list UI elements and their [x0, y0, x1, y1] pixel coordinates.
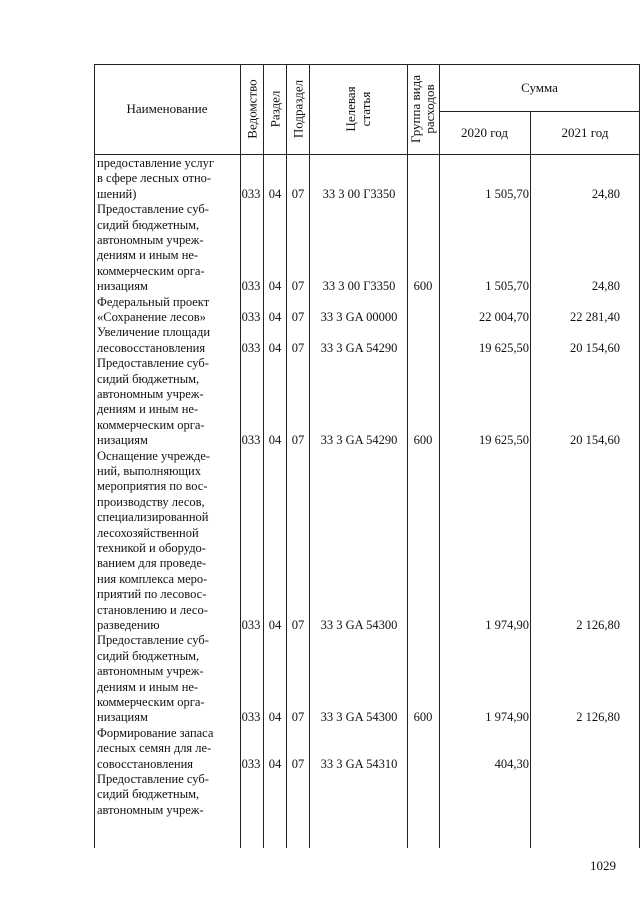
- row-celevaya-statya: 33 3 GA 54300: [320, 710, 398, 725]
- row-name-line: коммерческим орга-: [97, 417, 205, 432]
- header-bottom-border: [94, 154, 640, 155]
- row-celevaya-statya: 33 3 00 Г3350: [322, 279, 396, 294]
- row-vedomstvo: 033: [241, 186, 261, 201]
- row-name-line: ния комплекса меро-: [97, 571, 208, 586]
- row-vedomstvo: 033: [241, 340, 261, 355]
- row-sum-2020: 1 974,90: [485, 617, 529, 632]
- budget-table: [94, 64, 640, 848]
- row-name-line: совосстановления: [97, 756, 194, 771]
- row-gruppa-vida: 600: [413, 433, 433, 448]
- row-name-line: Формирование запаса: [97, 725, 214, 740]
- row-razdel: 04: [268, 617, 282, 632]
- row-name-line: ний, выполняющих: [97, 464, 201, 478]
- row-name-line: коммерческим орга-: [97, 263, 205, 278]
- row-vedomstvo: 033: [241, 279, 261, 294]
- row-razdel: 04: [268, 756, 282, 771]
- row-vedomstvo: 033: [241, 756, 261, 771]
- row-sum-2021: 2 126,80: [576, 617, 620, 632]
- row-razdel: 04: [268, 433, 282, 448]
- row-celevaya-statya: 33 3 00 Г3350: [322, 186, 396, 201]
- row-vedomstvo: 033: [241, 309, 261, 324]
- header-name: Наименование: [126, 101, 208, 116]
- row-celevaya-statya: 33 3 GA 54290: [320, 340, 398, 355]
- row-celevaya-statya: 33 3 GA 54300: [320, 617, 398, 632]
- header-vedomstvo: Ведомство: [244, 79, 260, 139]
- header-summa: Сумма: [521, 79, 558, 95]
- row-name: [97, 325, 239, 356]
- row-name-line: специализированной: [97, 510, 209, 525]
- header-celevaya-line2: статья: [358, 91, 373, 127]
- header-year-2021: 2021 год: [561, 124, 609, 140]
- table-row: [94, 295, 640, 326]
- row-podrazdel: 07: [291, 340, 305, 355]
- row-celevaya-statya: 33 3 GA 54290: [320, 433, 398, 448]
- row-name-line: Предоставление суб-: [97, 633, 209, 648]
- row-gruppa-vida: 600: [413, 710, 433, 725]
- row-razdel: 04: [268, 309, 282, 324]
- row-name-line: Предоставление суб-: [97, 202, 209, 217]
- row-name: [97, 356, 239, 448]
- row-name-line: низациям: [97, 279, 148, 294]
- row-podrazdel: 07: [291, 279, 305, 294]
- row-name-line: Предоставление суб-: [97, 772, 209, 786]
- row-sum-2021: 22 281,40: [570, 309, 620, 324]
- row-name-line: становлению и лесо-: [97, 602, 208, 617]
- row-name-line: низациям: [97, 433, 148, 448]
- row-sum-2020: 19 625,50: [479, 433, 529, 448]
- row-name-line: разведению: [97, 618, 160, 633]
- row-vedomstvo: 033: [241, 617, 261, 632]
- table-row: [94, 633, 640, 725]
- row-name-line: дениям и иным не-: [97, 679, 199, 694]
- row-name-line: приятий по лесовос-: [97, 587, 207, 602]
- row-name-line: ванием для проведе-: [97, 556, 207, 571]
- row-podrazdel: 07: [291, 617, 305, 632]
- row-name: [97, 726, 239, 772]
- row-name-line: в сфере лесных отно-: [97, 171, 212, 186]
- row-name-line: дениям и иным не-: [97, 248, 199, 263]
- header-gruppa-vida: [409, 75, 437, 143]
- table-row: [94, 156, 640, 202]
- row-sum-2021: 2 126,80: [576, 710, 620, 725]
- row-name-line: лесовосстановления: [97, 340, 206, 355]
- row-name-line: производству лесов,: [97, 494, 205, 509]
- row-razdel: 04: [268, 340, 282, 355]
- header-razdel: Раздел: [267, 90, 283, 128]
- row-sum-2020: 22 004,70: [479, 309, 529, 324]
- row-name: [97, 202, 239, 294]
- row-celevaya-statya: 33 3 GA 54310: [320, 756, 398, 771]
- row-name-line: сидий бюджетным,: [97, 371, 200, 386]
- row-sum-2021: 20 154,60: [570, 433, 620, 448]
- row-sum-2020: 1 505,70: [485, 186, 529, 201]
- row-vedomstvo: 033: [241, 710, 261, 725]
- row-gruppa-vida: 600: [413, 279, 433, 294]
- table-row: [94, 325, 640, 356]
- row-name-line: лесных семян для ле-: [97, 741, 212, 756]
- row-name: [97, 772, 239, 818]
- row-sum-2021: 20 154,60: [570, 340, 620, 355]
- header-celevaya-statya: [343, 86, 373, 131]
- row-name-line: сидий бюджетным,: [97, 648, 200, 663]
- row-podrazdel: 07: [291, 756, 305, 771]
- row-name-line: Увеличение площади: [97, 325, 211, 340]
- header-year-2020: 2020 год: [461, 124, 508, 140]
- row-name-line: «Сохранение лесов»: [97, 310, 206, 324]
- row-name-line: автономным учреж-: [97, 802, 204, 817]
- row-name-line: лесохозяйственной: [97, 525, 199, 540]
- table-row: [94, 772, 640, 818]
- row-name-line: мероприятия по вос-: [97, 479, 208, 494]
- row-name-line: автономным учреж-: [97, 387, 204, 401]
- row-vedomstvo: 033: [241, 433, 261, 448]
- table-row: [94, 356, 640, 448]
- row-name: [97, 156, 239, 202]
- table-row: [94, 726, 640, 772]
- row-sum-2021: 24,80: [591, 186, 620, 201]
- row-celevaya-statya: 33 3 GA 00000: [320, 309, 398, 324]
- row-name-line: Оснащение учрежде-: [97, 448, 211, 463]
- row-name-line: шений): [97, 186, 137, 201]
- row-sum-2020: 404,30: [494, 756, 529, 771]
- row-podrazdel: 07: [291, 710, 305, 725]
- row-name-line: предоставление услуг: [97, 156, 214, 170]
- row-name-line: дениям и иным не-: [97, 402, 199, 417]
- row-name-line: автономным учреж-: [97, 664, 204, 679]
- page-number: 1029: [590, 858, 616, 873]
- row-name: [97, 449, 239, 634]
- row-name-line: сидий бюджетным,: [97, 787, 200, 802]
- table-row: [94, 202, 640, 294]
- row-podrazdel: 07: [291, 186, 305, 201]
- row-name: [97, 295, 239, 326]
- row-razdel: 04: [268, 710, 282, 725]
- row-sum-2020: 19 625,50: [479, 340, 529, 355]
- row-name-line: сидий бюджетным,: [97, 217, 200, 232]
- row-name-line: коммерческим орга-: [97, 695, 205, 710]
- row-name-line: техникой и оборудо-: [97, 541, 206, 556]
- row-sum-2021: 24,80: [591, 279, 620, 294]
- row-name-line: автономным учреж-: [97, 233, 204, 247]
- table-row: [94, 449, 640, 634]
- header-gruppa-line2: расходов: [422, 84, 437, 134]
- header-gruppa-line1: Группа вида: [408, 75, 423, 143]
- row-razdel: 04: [268, 279, 282, 294]
- header-podrazdel: Подраздел: [290, 79, 306, 139]
- header-celevaya-line1: Целевая: [343, 86, 358, 132]
- row-sum-2020: 1 974,90: [485, 710, 529, 725]
- row-name: [97, 633, 239, 725]
- row-name-line: низациям: [97, 710, 148, 725]
- row-razdel: 04: [268, 186, 282, 201]
- row-sum-2020: 1 505,70: [485, 279, 529, 294]
- row-name-line: Предоставление суб-: [97, 356, 209, 371]
- row-name-line: Федеральный проект: [97, 294, 210, 309]
- row-podrazdel: 07: [291, 433, 305, 448]
- row-podrazdel: 07: [291, 309, 305, 324]
